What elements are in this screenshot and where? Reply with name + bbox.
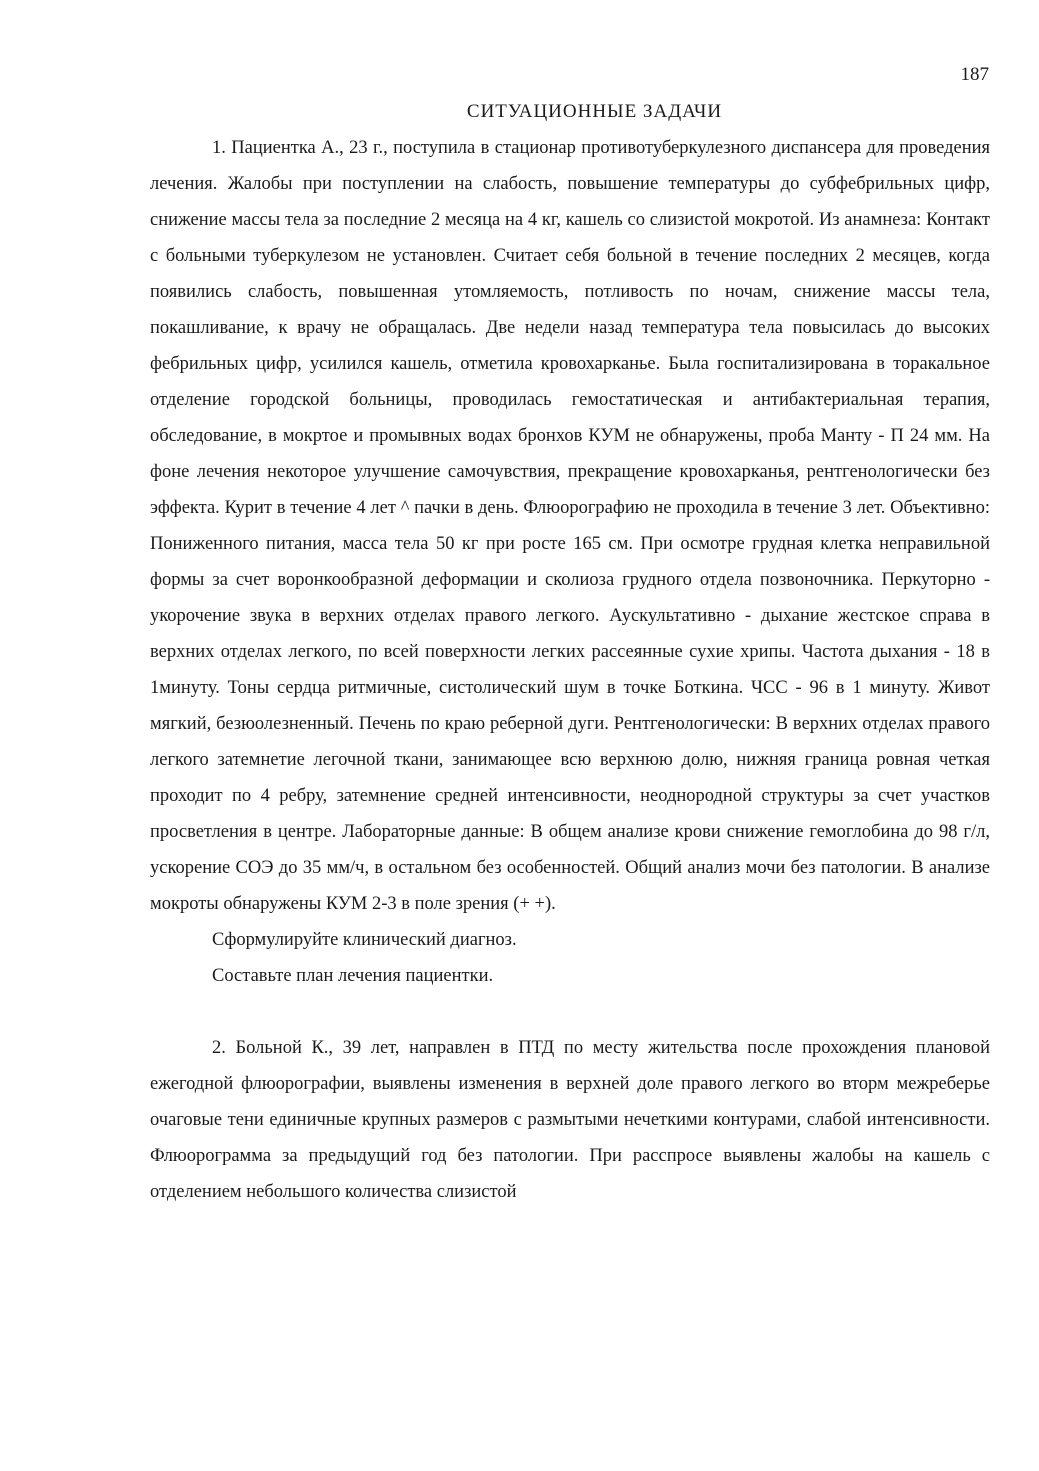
paragraph-gap bbox=[150, 994, 990, 1030]
task-1-text: 1. Пациентка А., 23 г., поступила в стационар противотуберкулезного диспансера для проведения лечения. Жалобы при поступлении на слабость, повышение температуры до субфебрильных цифр, снижение массы тела за последние 2 месяца на 4 кг, кашель со слизистой мокротой. Из анамнеза: Контакт с больными туберкулезом не установлен. Считает себя больной в течение последних 2 месяцев, когда появились слабость, повышенная утомляемость, потливость по ночам, снижение массы тела, покашливание, к врачу не обращалась. Две недели назад температура тела повысилась до высоких фебрильных цифр, усилился кашель, отметила кровохарканье. Была госпитализирована в торакальное отделение городской больницы, проводилась гемостатическая и антибактериальная терапия, обследование, в мокртое и промывных водах бронхов КУМ не обнаружены, проба Манту - П 24 мм. На фоне лечения некоторое улучшение самочувствия, прекращение кровохарканья, рентгенологически без эффекта. Курит в течение 4 лет ^ пачки в день. Флюорографию не проходила в течение 3 лет. Объективно: Пониженного питания, масса тела 50 кг при росте 165 см. При осмотре грудная клетка неправильной формы за счет воронкообразной деформации и сколиоза грудного отдела позвоночника. Перкуторно - укорочение звука в верхних отделах правого легкого. Аускультативно - дыхание жестское справа в верхних отделах легкого, по всей поверхности легких рассеянные сухие хрипы. Частота дыхания - 18 в 1минуту. Тоны сердца ритмичные, систолический шум в точке Боткина. ЧСС - 96 в 1 минуту. Живот мягкий, безюолезненный. Печень по краю реберной дуги. Рентгенологически: В верхних отделах правого легкого затемнетие легочной ткани, занимающее всю верхнюю долю, нижняя граница ровная четкая проходит по 4 ребру, затемнение средней интенсивности, неоднородной структуры за счет участков просветления в центре. Лабораторные данные: В общем анализе крови снижение гемоглобина до 98 г/л, ускорение СОЭ до 35 мм/ч, в остальном без особенностей. Общий анализ мочи без патологии. В анализе мокроты обнаружены КУМ 2-3 в поле зрения (+ +). bbox=[150, 138, 990, 914]
page-number: 187 bbox=[960, 64, 989, 85]
task-1-question-treatment: Составьте план лечения пациентки. bbox=[212, 966, 494, 986]
task-1-question-diagnosis: Сформулируйте клинический диагноз. bbox=[212, 930, 517, 950]
task-2-text: 2. Больной К., 39 лет, направлен в ПТД по месту жительства после прохождения плановой ежегодной флюорографии, выявлены изменения в верхней доле правого легкого во вторм межреберье очаговые тени единичные крупных размеров с размытыми нечеткими контурами, слабой интенсивности. Флюорограмма за предыдущий год без патологии. При расспросе выявлены жалобы на кашель с отделением небольшого количества слизистой bbox=[150, 1038, 990, 1202]
section-heading: СИТУАЦИОННЫЕ ЗАДАЧИ bbox=[466, 101, 723, 122]
page-content bbox=[150, 130, 990, 1210]
